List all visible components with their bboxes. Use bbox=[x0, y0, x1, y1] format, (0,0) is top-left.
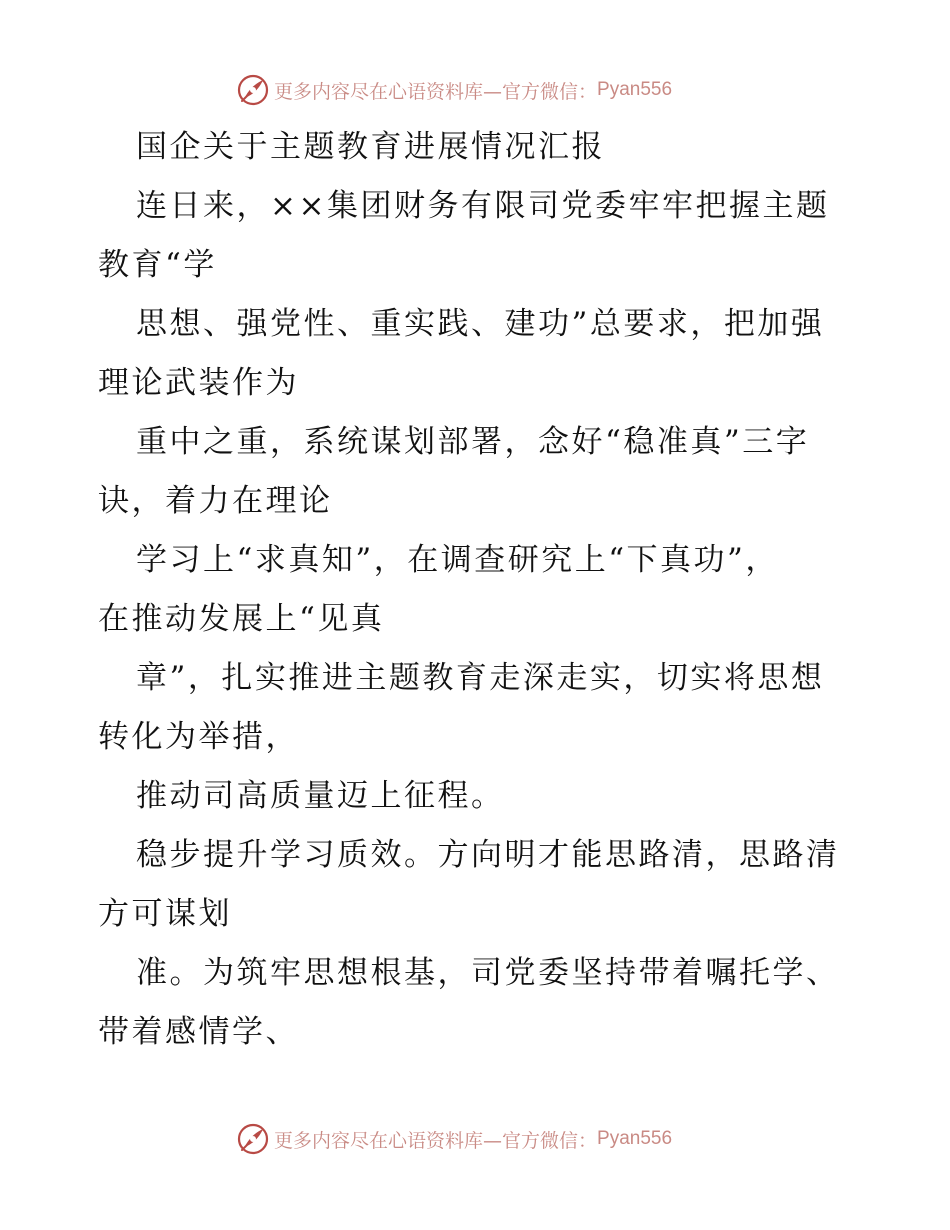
banner-text: 更多内容尽在心语资料库—官方微信： bbox=[274, 80, 598, 103]
text-line: 学习上“求真知”，在调查研究上“下真功”， bbox=[136, 542, 779, 578]
feather-circle-logo-icon bbox=[236, 1122, 270, 1156]
header-banner bbox=[236, 73, 672, 107]
banner-text: 更多内容尽在心语资料库—官方微信： bbox=[274, 1129, 598, 1152]
text-line: 诀，着力在理论 bbox=[98, 483, 333, 519]
document-title: 国企关于主题教育进展情况汇报 bbox=[136, 129, 605, 165]
document-body bbox=[98, 118, 858, 1062]
text-line: 章”，扎实推进主题教育走深走实，切实将思想 bbox=[136, 660, 825, 696]
text-line: 推动司高质量迈上征程。 bbox=[136, 778, 505, 814]
feather-circle-logo-icon bbox=[236, 73, 270, 107]
text-line: 思想、强党性、重实践、建功”总要求，把加强 bbox=[136, 306, 825, 342]
footer-banner bbox=[236, 1122, 672, 1156]
text-line: 稳步提升学习质效。方向明才能思路清，思路清 bbox=[136, 837, 840, 873]
text-line: 转化为举措， bbox=[98, 719, 299, 755]
banner-wechat-id: Pyan556 bbox=[597, 1128, 673, 1149]
text-line: 方可谋划 bbox=[98, 896, 232, 932]
text-line: 教育“学 bbox=[98, 247, 217, 283]
text-line: 准。为筑牢思想根基，司党委坚持带着嘱托学、 bbox=[136, 955, 840, 991]
text-line: 连日来，××集团财务有限司党委牢牢把握主题 bbox=[136, 188, 830, 224]
text-line: 重中之重，系统谋划部署，念好“稳准真”三字 bbox=[136, 424, 810, 460]
text-line: 理论武装作为 bbox=[98, 365, 299, 401]
banner-wechat-id: Pyan556 bbox=[597, 79, 673, 100]
text-line: 带着感情学、 bbox=[98, 1014, 299, 1050]
text-line: 在推动发展上“见真 bbox=[98, 601, 385, 637]
